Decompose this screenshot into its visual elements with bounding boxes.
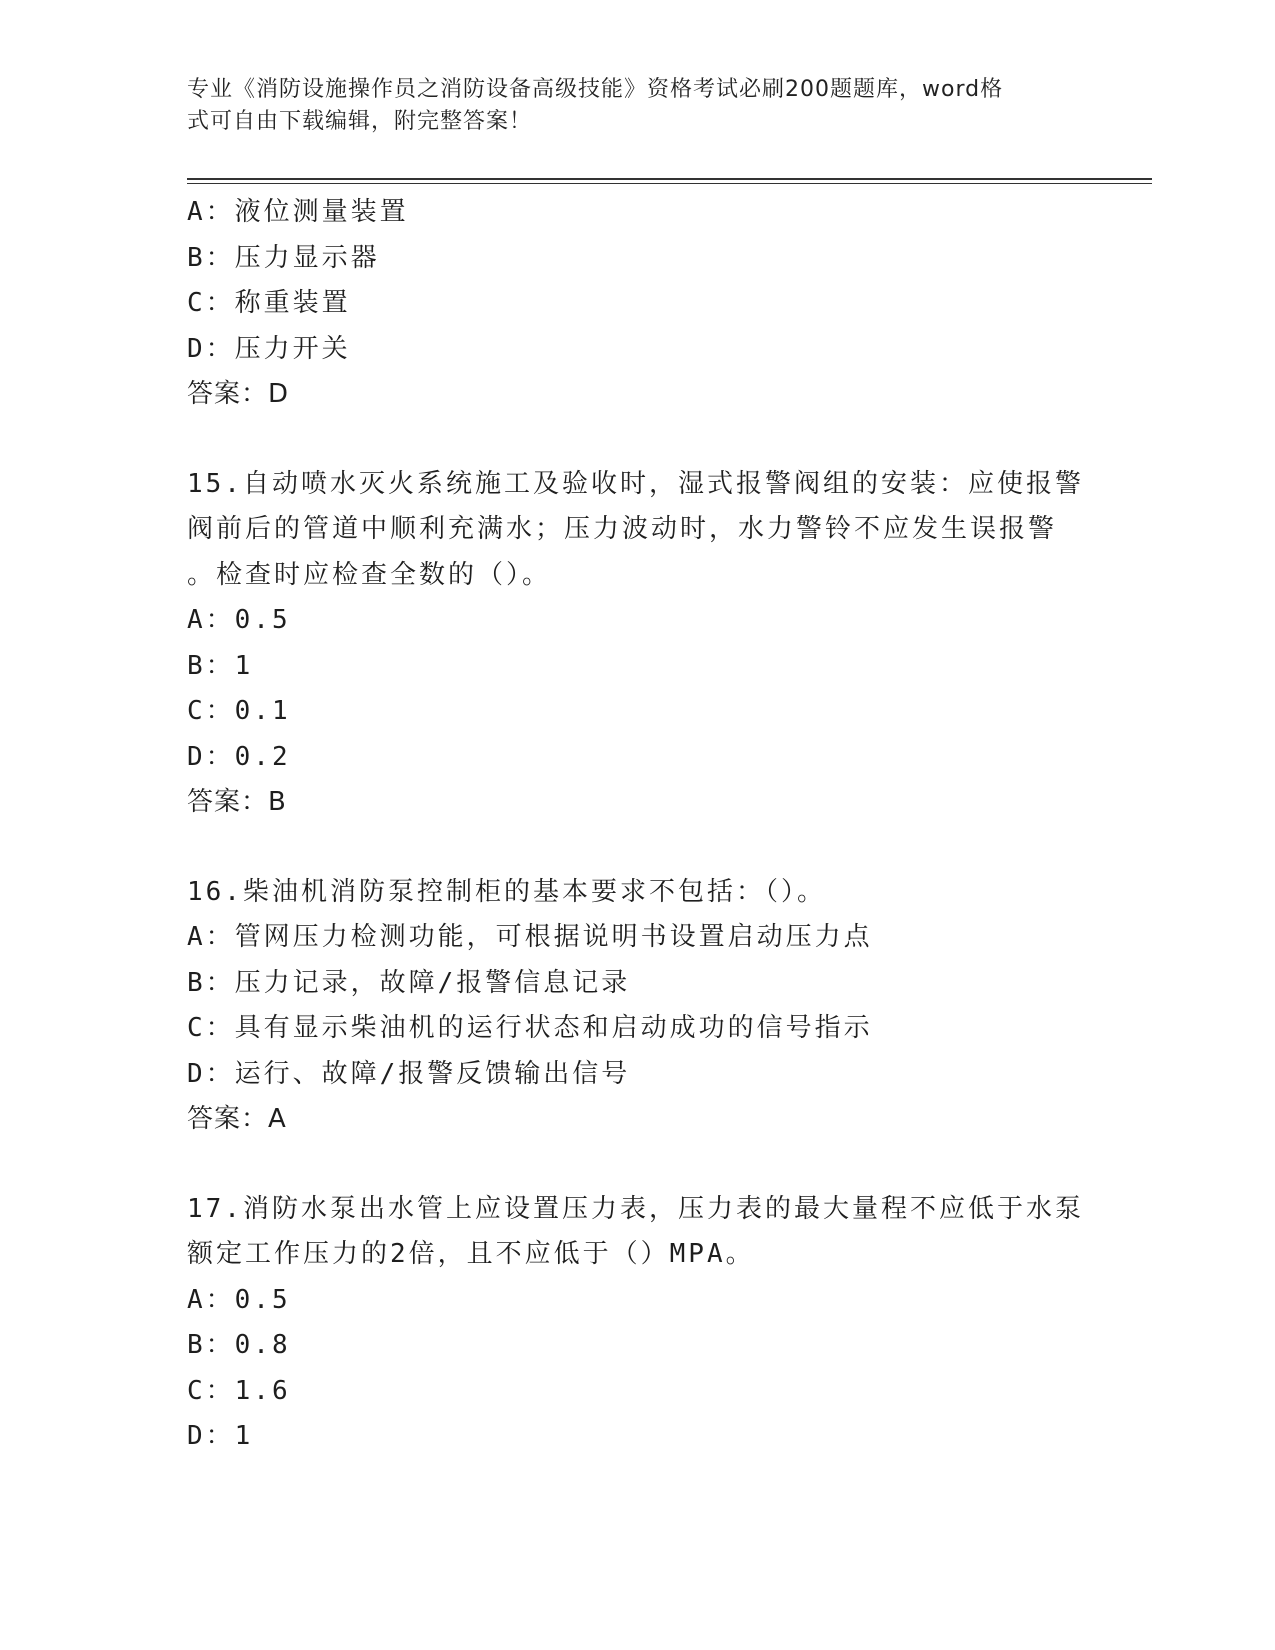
question-block-15 <box>187 462 1087 826</box>
header-line-1: 专业《消防设施操作员之消防设备高级技能》资格考试必刷200题题库，word格 <box>187 77 1004 102</box>
document-header <box>187 74 1067 138</box>
option-b: B：压力显示器 <box>187 242 380 273</box>
header-divider-thick <box>187 178 1152 180</box>
option-d: D：压力开关 <box>187 333 351 364</box>
option-d: D：0.2 <box>187 741 291 772</box>
option-a: A：0.5 <box>187 605 291 635</box>
answer: 答案：B <box>187 787 287 817</box>
option-c: C：0.1 <box>187 696 291 726</box>
option-d: D：1 <box>187 1421 254 1451</box>
option-a: A：管网压力检测功能，可根据说明书设置启动压力点 <box>187 922 873 952</box>
header-divider-thin <box>187 183 1152 184</box>
spacer <box>187 418 1087 462</box>
header-line-2: 式可自由下载编辑，附完整答案！ <box>187 109 533 134</box>
option-b: B：1 <box>187 650 254 681</box>
option-c: C：具有显示柴油机的运行状态和启动成功的信号指示 <box>187 1013 873 1043</box>
option-c: C：称重装置 <box>187 288 351 318</box>
answer: 答案：A <box>187 1104 287 1134</box>
question-block-14 <box>187 190 1087 418</box>
spacer <box>187 826 1087 870</box>
question-text-line: 17.消防水泵出水管上应设置压力表，压力表的最大量程不应低于水泵 <box>187 1193 1084 1224</box>
spacer <box>187 1143 1087 1187</box>
option-b: B：0.8 <box>187 1330 291 1360</box>
option-c: C：1.6 <box>187 1375 291 1406</box>
question-text-line: 阀前后的管道中顺利充满水；压力波动时，水力警铃不应发生误报警 <box>187 514 1058 544</box>
option-b: B：压力记录，故障/报警信息记录 <box>187 967 631 998</box>
question-block-16 <box>187 870 1087 1143</box>
question-block-17 <box>187 1187 1087 1460</box>
question-text-line: 额定工作压力的2倍，且不应低于（）MPA。 <box>187 1239 755 1269</box>
question-text-line: 16.柴油机消防泵控制柜的基本要求不包括：（）。 <box>187 876 826 907</box>
option-d: D：运行、故障/报警反馈输出信号 <box>187 1058 631 1089</box>
answer: 答案：D <box>187 379 290 409</box>
question-text-line: 。检查时应检查全数的（）。 <box>187 559 552 590</box>
question-content <box>187 190 1087 1460</box>
question-text-line: 15.自动喷水灭火系统施工及验收时，湿式报警阀组的安装：应使报警 <box>187 468 1084 499</box>
option-a: A：0.5 <box>187 1284 291 1315</box>
option-a: A：液位测量装置 <box>187 197 409 227</box>
